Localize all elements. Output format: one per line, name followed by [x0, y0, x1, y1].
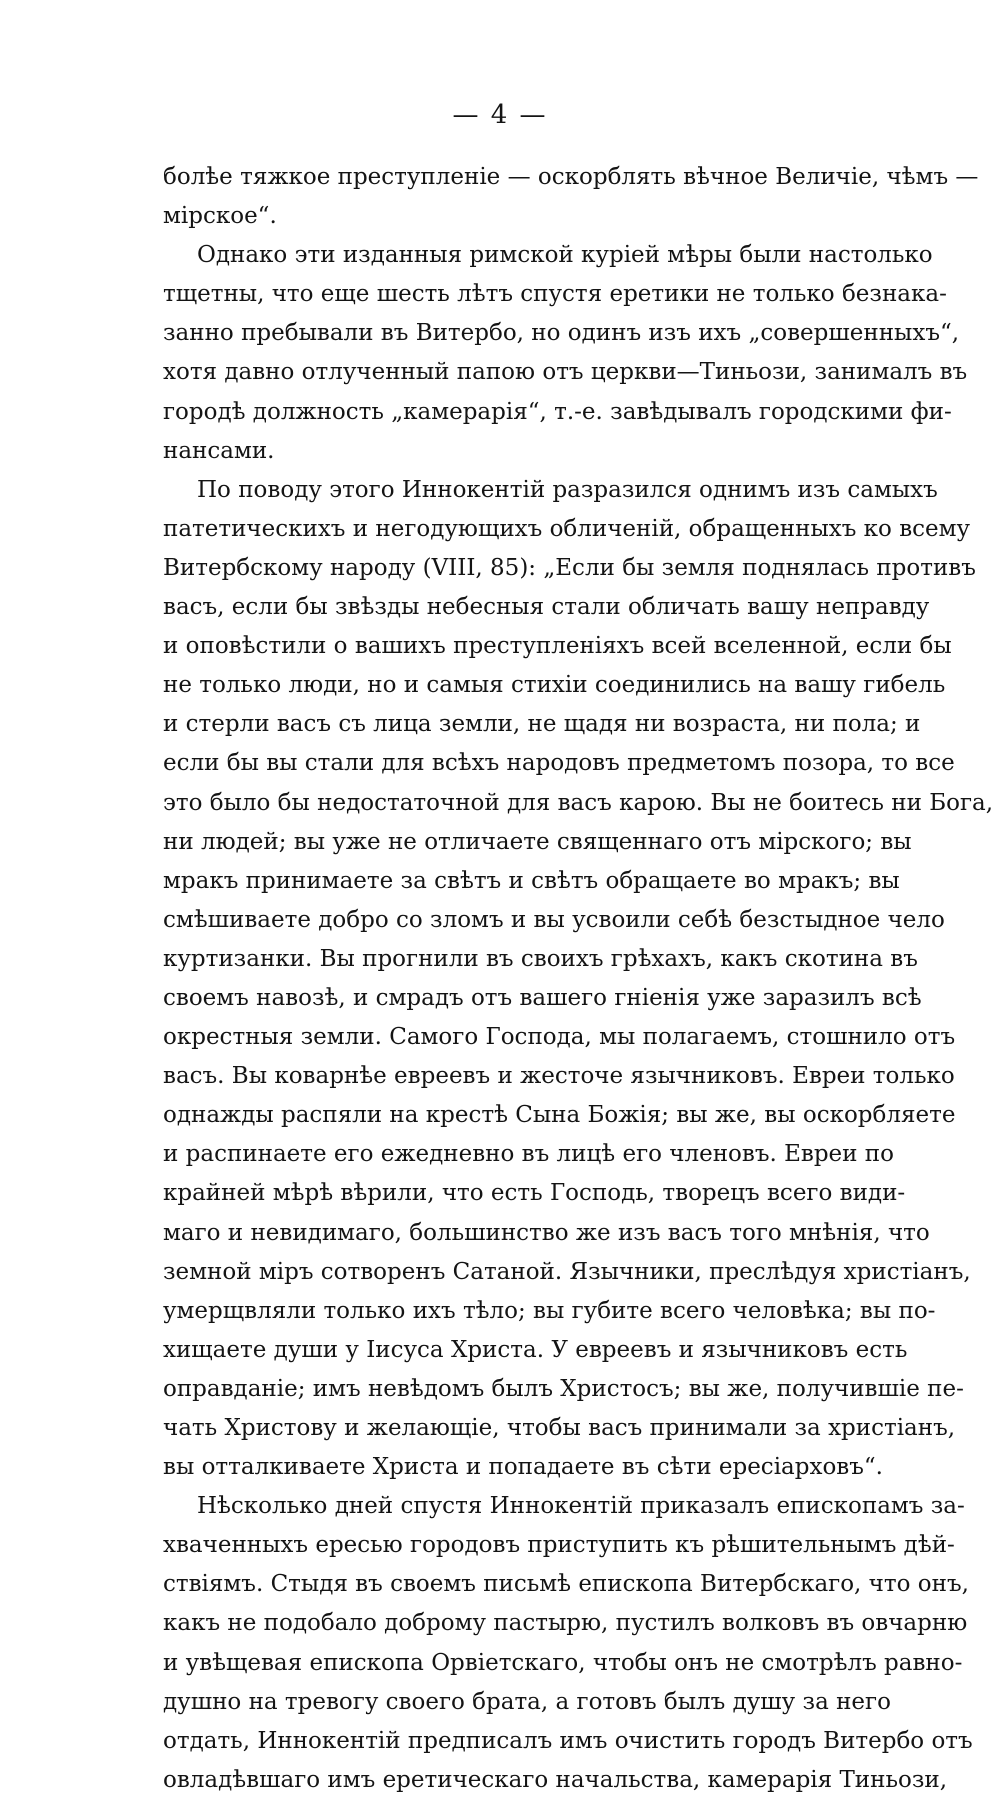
text-line: и распинаете его ежедневно въ лицѣ его членовъ. Евреи по	[163, 1141, 894, 1168]
text-line: мірское“.	[163, 203, 277, 230]
text-line: ствіямъ. Стыдя въ своемъ письмѣ епископа Витербскаго, что онъ,	[163, 1571, 969, 1598]
text-line: вы отталкиваете Христа и попадаете въ сѣти ересіарховъ“.	[163, 1454, 883, 1481]
text-line: и увѣщевая епископа Орвіетскаго, чтобы онъ не смотрѣлъ равно-	[163, 1649, 963, 1676]
text-line: ни людей; вы уже не отличаете священнаго отъ мірского; вы	[163, 828, 912, 855]
text-line: болѣе тяжкое преступленіе — оскорблять вѣчное Величіе, чѣмъ —	[163, 164, 979, 190]
text-line: васъ, если бы звѣзды небесныя стали обличать вашу неправду	[163, 594, 930, 621]
text-line: куртизанки. Вы прогнили въ своихъ грѣхахъ, какъ скотина въ	[163, 945, 918, 972]
text-line: хотя давно отлученный папою отъ церкви—Тиньози, занималъ въ	[163, 359, 968, 386]
text-line: своемъ навозѣ, и смрадъ отъ вашего гніенія уже заразилъ всѣ	[163, 984, 922, 1011]
text-line: чать Христову и желающіе, чтобы васъ принимали за христіанъ,	[163, 1415, 956, 1441]
text-line: это было бы недостаточной для васъ карою. Вы не боитесь ни Бога,	[163, 789, 994, 816]
text-line: Нѣсколько дней спустя Иннокентій приказалъ епископамъ за-	[197, 1493, 965, 1520]
text-line: занно пребывали въ Витербо, но одинъ изъ ихъ „совершенныхъ“,	[163, 320, 960, 347]
text-line: не только люди, но и самыя стихіи соединились на вашу гибель	[163, 672, 946, 699]
text-line: крайней мѣрѣ вѣрили, что есть Господь, творецъ всего види-	[163, 1180, 906, 1207]
body-text	[163, 158, 994, 1800]
text-line: городѣ должность „камерарія“, т.-е. завѣдывалъ городскими фи-	[163, 398, 952, 425]
page-number: — 4 —	[452, 100, 548, 130]
text-line: Витербскому народу (VIII, 85): „Если бы земля поднялась противъ	[163, 554, 976, 581]
text-line: мракъ принимаете за свѣтъ и свѣтъ обращаете во мракъ; вы	[163, 867, 900, 894]
text-line: патетическихъ и негодующихъ обличеній, обращенныхъ ко всему	[163, 515, 971, 542]
text-line: тщетны, что еще шесть лѣтъ спустя еретики не только безнака-	[163, 281, 947, 308]
text-line: однажды распяли на крестѣ Сына Божія; вы же, вы оскорбляете	[163, 1102, 956, 1129]
text-line: окрестныя земли. Самого Господа, мы полагаемъ, стошнило отъ	[163, 1024, 956, 1051]
text-line: смѣшиваете добро со зломъ и вы усвоили себѣ безстыдное чело	[163, 906, 945, 933]
text-line: душно на тревогу своего брата, а готовъ былъ душу за него	[163, 1688, 891, 1715]
text-line: какъ не подобало доброму пастырю, пустилъ волковъ въ овчарню	[163, 1610, 968, 1637]
text-line: Однако эти изданныя римской куріей мѣры были настолько	[197, 242, 933, 269]
text-line: если бы вы стали для всѣхъ народовъ предметомъ позора, то все	[163, 750, 955, 777]
text-line: маго и невидимаго, большинство же изъ васъ того мнѣнія, что	[163, 1219, 930, 1246]
text-line: нансами.	[163, 437, 275, 464]
text-line: овладѣвшаго имъ еретическаго начальства, камерарія Тиньози,	[163, 1766, 948, 1793]
text-line: умерщвляли только ихъ тѣло; вы губите всего человѣка; вы по-	[163, 1297, 936, 1324]
text-line: и стерли васъ съ лица земли, не щадя ни возраста, ни пола; и	[163, 711, 921, 738]
text-line: васъ. Вы коварнѣе евреевъ и жесточе язычниковъ. Евреи только	[163, 1063, 955, 1090]
text-line: и оповѣстили о вашихъ преступленіяхъ всей вселенной, если бы	[163, 633, 952, 660]
text-line: оправданіе; имъ невѣдомъ былъ Христосъ; вы же, получившіе пе-	[163, 1375, 964, 1402]
text-line: земной міръ сотворенъ Сатаной. Язычники, преслѣдуя христіанъ,	[163, 1258, 971, 1285]
text-line: хваченныхъ ересью городовъ приступить къ рѣшительнымъ дѣй-	[163, 1532, 955, 1559]
text-line: хищаете души у Іисуса Христа. У евреевъ и язычниковъ есть	[163, 1336, 908, 1363]
text-line: отдать, Иннокентій предписалъ имъ очистить городъ Витербо отъ	[163, 1727, 973, 1754]
text-line: По поводу этого Иннокентій разразился однимъ изъ самыхъ	[197, 476, 938, 503]
